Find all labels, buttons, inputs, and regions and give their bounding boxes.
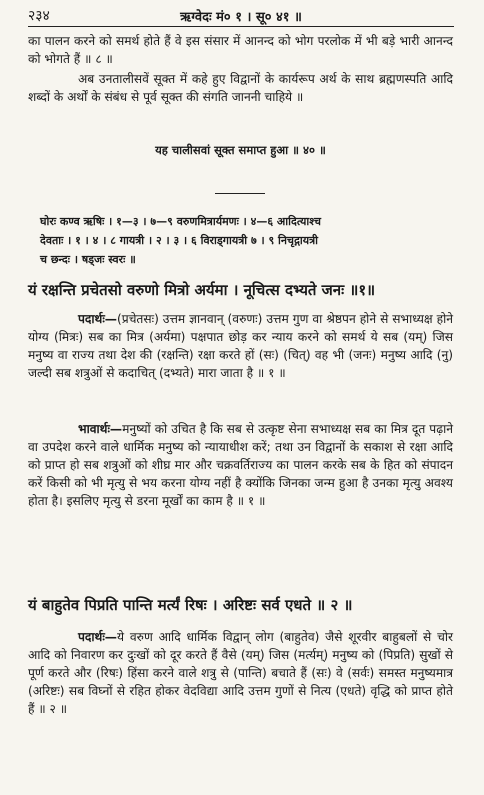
mantra-2: यं बाहुतेव पिप्रति पान्ति मर्त्यं रिषः । अरिष्टः सर्व एधते ॥ २ ॥ [28, 596, 353, 614]
running-title: ऋग्वेदः मं० १ । सू० ४१ ॥ [180, 10, 302, 25]
mantra-1: यं रक्षन्ति प्रचेतसो वरुणो मित्रो अर्यमा । नूचित्स दभ्यते जनः ॥१॥ [28, 281, 376, 299]
sukta-end-note: यह चालीसवां सूक्त समाप्त हुआ ॥ ४० ॥ [155, 143, 326, 157]
intro-paragraph-2: अब उनतालीसवें सूक्त में कहे हुए विद्वानों के कार्यरूप अर्थ के साथ ब्रह्मणस्पति आदि शब्दों के अर्थों के संबंध से पूर्व सूक्त की संगति जाननी चाहिये ॥ [28, 72, 453, 104]
chhanda-line: देवताः । १ । ४ । ८ गायत्री । २ । ३ । ६ विराड्गायत्री ७ । ९ निचृद्गायत्री [40, 234, 319, 247]
bhavartha-1 [28, 420, 453, 510]
bhavartha-text: मनुष्यों को उचित है कि सब से उत्कृष्ट सेना सभाध्यक्ष सब का मित्र दूत पढ़ाने वा उपदेश करने वाले धार्मिक मनुष्य को न्यायाधीश करें; तथा उन विद्वानों के सकाश से रक्षा आदि को प्राप्त हो सब शत्रुओं को शीघ्र मार और चक्रवर्तिराज्य का पालन करके सब के हित को संपादन करें किसी को भी मृत्यु से भय करना योग्य नहीं है क्योंकि जिनका जन्म हुआ है उनका मृत्यु अवश्य होता है। इसलिए मृत्यु से डरना मूर्खों का काम है ॥ १ ॥ [28, 422, 453, 508]
padartha-1 [28, 310, 453, 382]
padartha-label: पदार्थः— [78, 630, 117, 644]
padartha-text: (प्रचेतसः) उत्तम ज्ञानवान् (वरुणः) उत्तम गुण वा श्रेष्ठपन होने से सभाध्यक्ष होने योग्य (मित्रः) सब का मित्र (अर्यमा) पक्षपात छोड़ कर न्याय करने को समर्थ ये सब (यम्) जिस मनुष्य वा राज्य तथा देश की (रक्षन्ति) रक्षा करते हों (सः) (चित्) वह भी (जनः) मनुष्य आदि (नु) जल्दी सब शत्रुओं से कदाचित् (दभ्यते) मारा जाता है ॥ १ ॥ [28, 312, 453, 380]
padartha-text: ये वरुण आदि धार्मिक विद्वान् लोग (बाहुतेव) जैसे शूरवीर बाहुबलों से चोर आदि को निवारण कर दुःखों को दूर करते हैं वैसे (यम्) जिस (मर्त्यम्) मनुष्य को (पिप्रति) सुखों से पूर्ण करते और (रिषः) हिंसा करने वाले शत्रु से (पान्ति) बचाते हैं (सः) वे (सर्वः) समस्त मनुष्यमात्र (अरिष्टः) सब विघ्नों से रहित होकर वेदविद्या आदि उत्तम गुणों से नित्य (एधते) वृद्धि को प्राप्त होते हैं ॥ २ ॥ [28, 630, 453, 716]
section-divider [215, 193, 265, 194]
rishi-devata-line: घोरः कण्व ऋषिः । १—३ । ७—९ वरुणमित्रार्यमणः । ४—६ आदित्याश्च [40, 215, 321, 228]
page-number: २३४ [28, 8, 50, 24]
page-header [28, 4, 454, 27]
padartha-2 [28, 628, 453, 718]
intro-paragraph-1: का पालन करने को समर्थ होते हैं वे इस संसार में आनन्द को भोग परलोक में भी बड़े भारी आनन्द को भोगते हैं ॥ ८ ॥ [28, 34, 453, 66]
padartha-label: पदार्थः— [78, 312, 117, 326]
bhavartha-label: भावार्थः— [78, 422, 123, 436]
svara-line: च छन्दः । षड्जः स्वरः ॥ [40, 253, 136, 266]
